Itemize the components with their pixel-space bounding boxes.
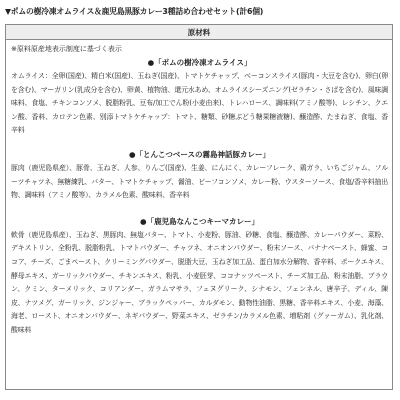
section-text-tonkotsu-curry: 豚肉（鹿児島県産）、豚骨、玉ねぎ、人参、りんご(国産)、生姜、にんにく、カレーフレーク、鶏ガラ、いちごジャム、フルーツチャツネ、無糖練乳、バター、トマトケチャップ、醤油、ビーフコンソメ、カレー粉、ウスターソース、食塩/香辛料抽出物、調味料（アミノ酸等）、カラメル色素、酸味料、香辛料 xyxy=(11,163,388,200)
section-text-keema-curry: 軟骨（鹿児島県産）、玉ねぎ、黒豚肉、無塩バター、トマト、小麦粉、豚油、砂糖、食塩、醸造酢、カレーパウダー、菜粉、デキストリン、全粉乳、脱脂粉乳、トマトパウダー、チャツネ、オニオンパウダー、粉末ソース、バナナペースト、蜂蜜、ココア、チーズ、ごまペースト、クリーミングパウダー、脱脂大豆、玉ねぎ加工品、蛋白加水分解物、香辛料、ポークエキス、酵母エキス、ガーリックパウダー、チキンエキス、粉乳、小麦胚芽、ココナッツペースト、チーズ加工品、粉末油脂、ブラウン、クミン、ターメリック、コリアンダー、ガラムマサラ、フェヌグリーク、シナモン、フェンネル、唐辛子、ディル、陳皮、ナツメグ、ガーリック、ジンジャー、ブラックペッパー、カルダモン、動物性油脂、黒糖、香辛料エキス、小麦、海藻、海老、ロースト、オニオンパウダー、ネギパウダー、野菜エキス、ゼラチン/カラメル色素、増粘剤（グァーガム）、乳化剤、酸味料 xyxy=(11,230,388,334)
section-heading-keema-curry: ●「鹿児島なんこつキーマカレー」 xyxy=(140,216,259,226)
table-header-label: 原材料 xyxy=(187,27,211,37)
section-heading-omurice: ●「ポムの樹冷凍オムライス」 xyxy=(147,58,252,67)
section-text-omurice: オムライス：全卵(国産)、精白米(国産)、玉ねぎ(国産)、トマトケチャップ、ベーコンスライス(豚肉・大豆を含む)、卵白(卵を含む)、マーガリン(乳成分を含む)、卵黄、植物油、還元水あめ、オムライスシーズニング(ゼラチン・さばを含む)、風味調味料、食塩、チキンコンソメ、脱脂粉乳、豆布/加工でん粉(小麦由来)、トレハロース、調味料(アミノ酸等)、レシチン、クエン酸、香料、カロテン色素、別添トマトケチャップ：トマト、糖類、砂糖ぶどう糖果糖液糖)、醸造酢、たまねぎ、食塩、香辛料 xyxy=(11,72,388,135)
product-title: ▼ポムの樹冷凍オムライス＆鹿児島黒豚カレー3種詰め合わせセット(計6個) xyxy=(5,7,264,16)
table-header xyxy=(6,25,392,40)
section-heading-tonkotsu-curry: ●「とんこつベースの霧島神話豚カレー」 xyxy=(128,149,271,159)
table-body xyxy=(6,40,392,338)
ingredients-table xyxy=(5,24,393,390)
origin-note: ※原料原産地表示制度に基づく表示 xyxy=(11,45,122,53)
